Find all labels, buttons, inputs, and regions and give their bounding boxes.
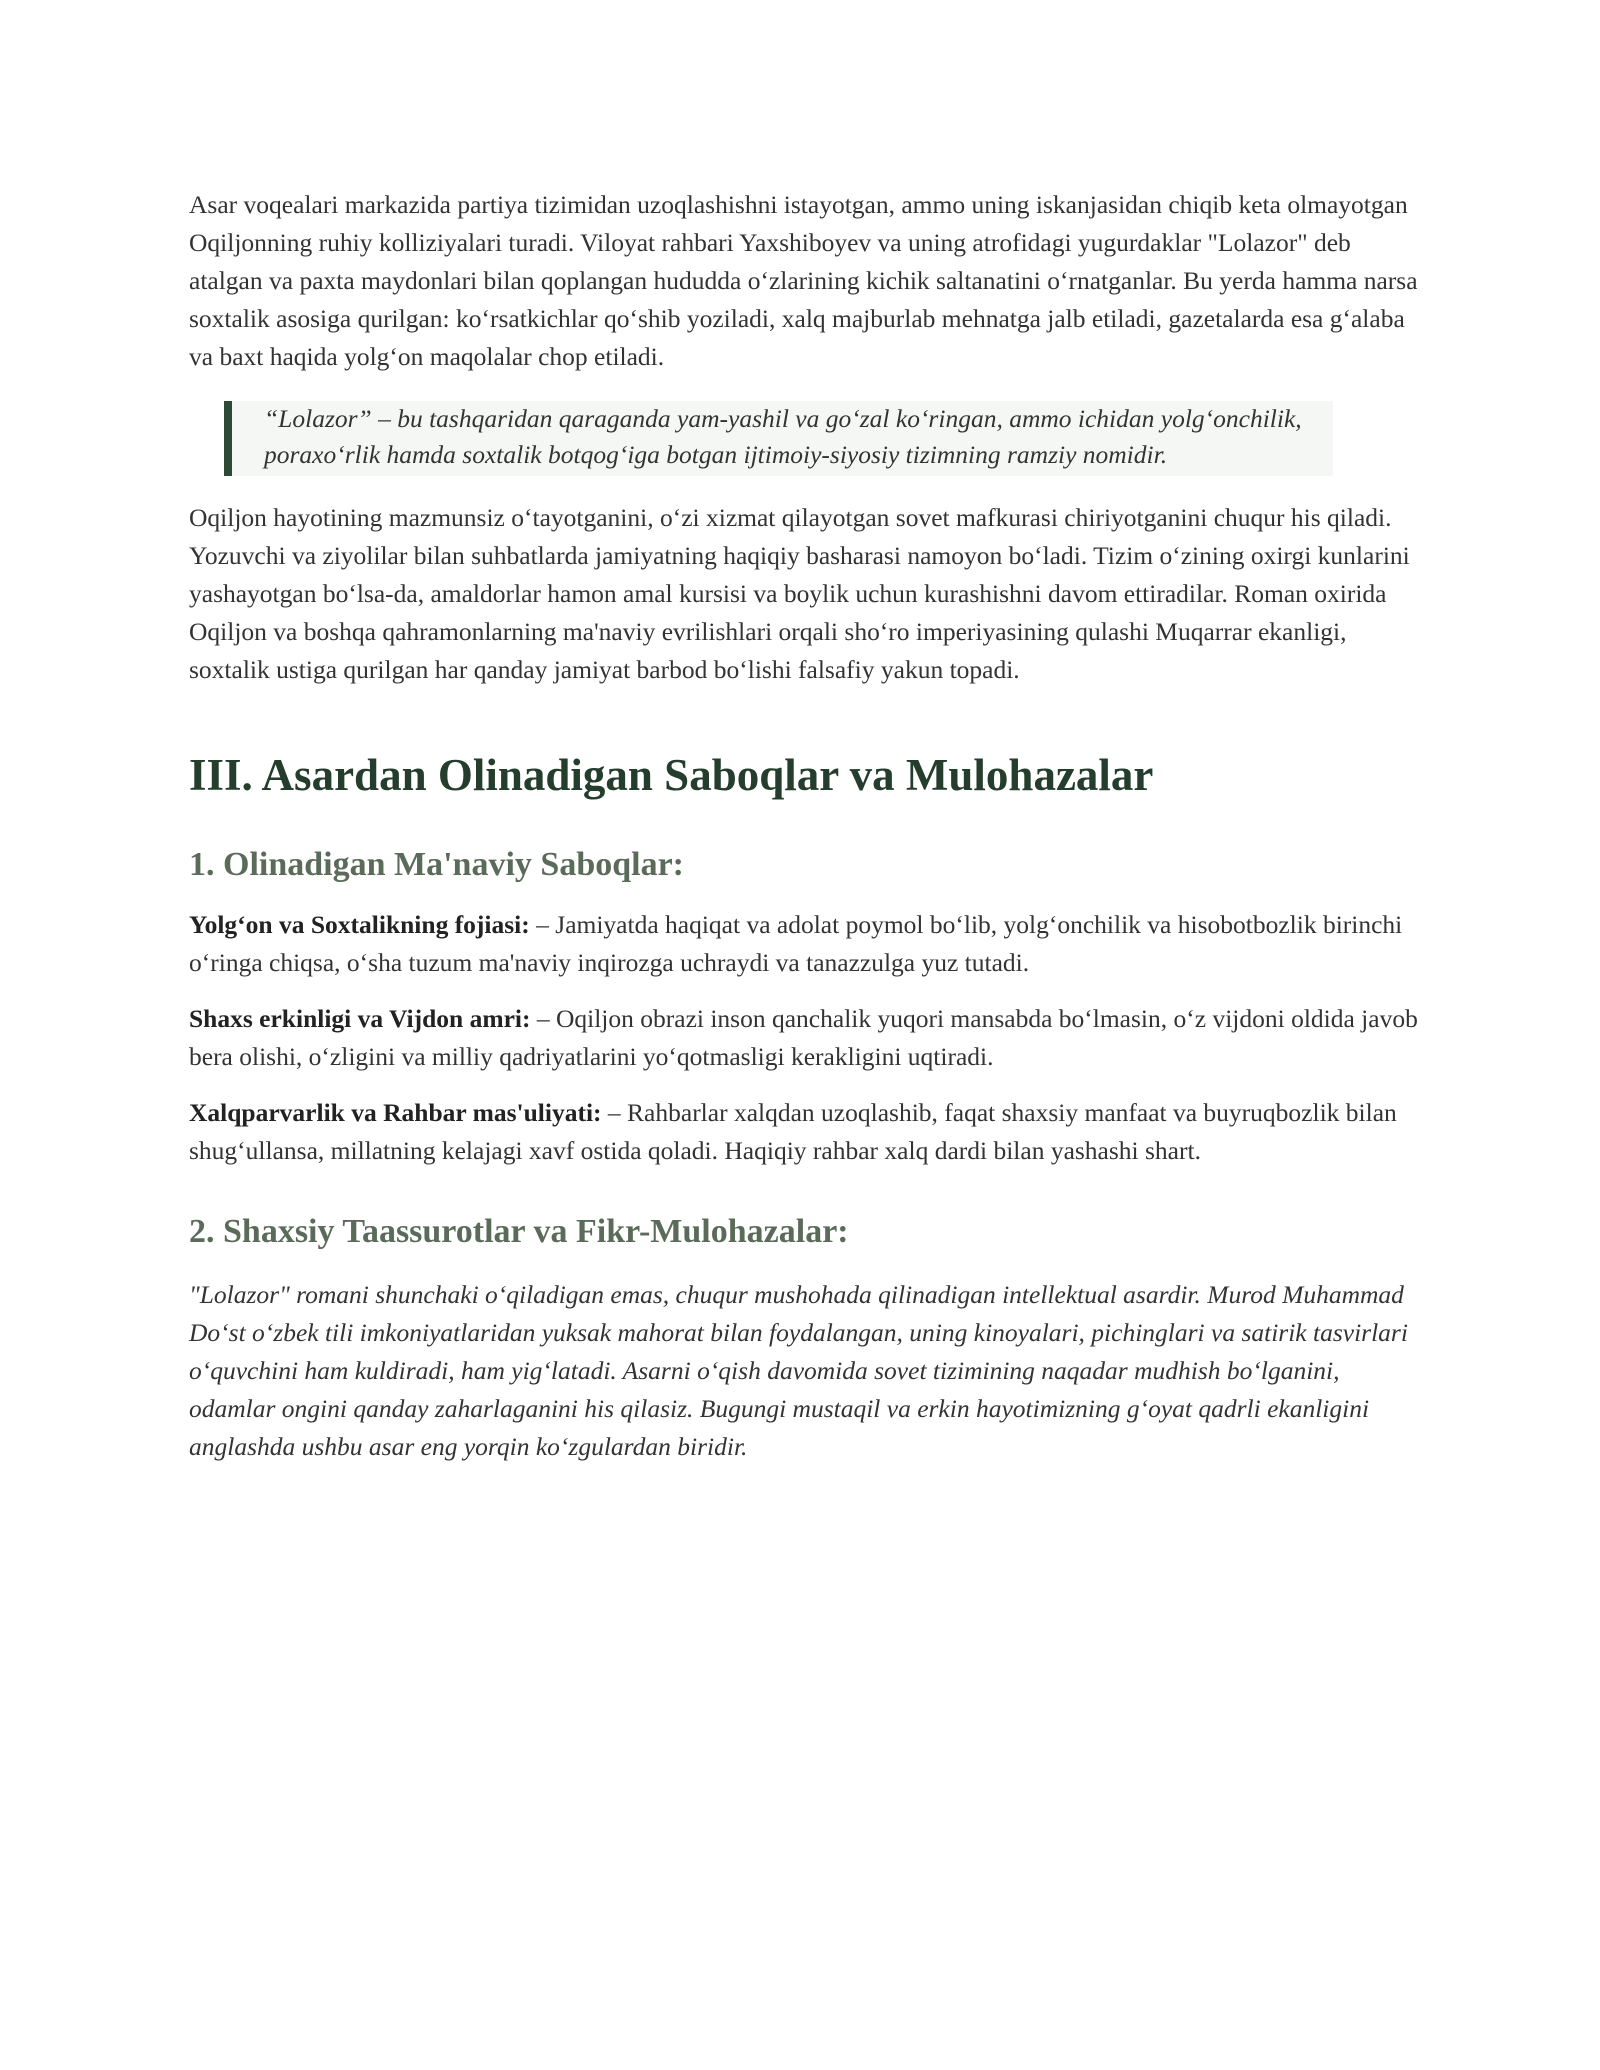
- subsection-1-title: 1. Olinadigan Ma'naviy Saboqlar:: [189, 846, 684, 883]
- lesson-text: – Jamiyatda haqiqat va adolat poymol bo‘lib, yolg‘onchilik va hisobotbozlik birinchi o‘ringa chiqsa, o‘sha tuzum ma'naviy inqirozga uchraydi va tanazzulga yuz tutadi.: [189, 910, 1403, 977]
- reflection-paragraph: "Lolazor" romani shunchaki o‘qiladigan emas, chuqur mushohada qilinadigan intellektual asardir. Murod Muhammad Do‘st o‘zbek tili imkoniyatlaridan yuksak mahorat bilan foydalangan, uning kinoyalari, pichinglari va satirik tasvirlari o‘quvchini ham kuldiradi, ham yig‘latadi. Asarni o‘qish davomida sovet tizimining naqadar mudhish bo‘lganini, odamlar ongini qanday zaharlaganini his qilasiz. Bugungi mustaqil va erkin hayotimizning g‘oyat qadrli ekanligini anglashda ushbu asar eng yorqin ko‘zgulardan biridir.: [189, 1280, 1408, 1461]
- second-paragraph: Oqiljon hayotining mazmunsiz o‘tayotganini, o‘zi xizmat qilayotgan sovet mafkurasi chiriyotganini chuqur his qiladi. Yozuvchi va ziyolilar bilan suhbatlarda jamiyatning haqiqiy basharasi namoyon bo‘ladi. Tizim o‘zining oxirgi kunlarini yashayotgan bo‘lsa-da, amaldorlar hamon amal kursisi va boylik uchun kurashishni davom ettiradilar. Roman oxirida Oqiljon va boshqa qahramonlarning ma'naviy evrilishlari orqali sho‘ro imperiyasining qulashi Muqarrar ekanligi, soxtalik ustiga qurilgan har qanday jamiyat barbod bo‘lishi falsafiy yakun topadi.: [189, 503, 1410, 684]
- lesson-item: [189, 1094, 1429, 1170]
- lesson-text: – Oqiljon obrazi inson qanchalik yuqori mansabda bo‘lmasin, o‘z vijdoni oldida javob bera olishi, o‘zligini va milliy qadriyatlarini yo‘qotmasligi kerakligini uqtiradi.: [189, 1004, 1418, 1071]
- document-page: [189, 186, 1429, 1466]
- lesson-term: Shaxs erkinligi va Vijdon amri:: [189, 1004, 531, 1033]
- lesson-item: [189, 1000, 1429, 1076]
- lesson-term: Yolg‘on va Soxtalikning fojiasi:: [189, 910, 530, 939]
- lesson-item: [189, 906, 1429, 982]
- lesson-term: Xalqparvarlik va Rahbar mas'uliyati:: [189, 1098, 602, 1127]
- blockquote: [224, 401, 1333, 476]
- intro-paragraph: Asar voqealari markazida partiya tizimidan uzoqlashishni istayotgan, ammo uning iskanjasidan chiqib keta olmayotgan Oqiljonning ruhiy kolliziyalari turadi. Viloyat rahbari Yaxshiboyev va uning atrofidagi yugurdaklar "Lolazor" deb atalgan va paxta maydonlari bilan qoplangan hududda o‘zlarining kichik saltanatini o‘rnatganlar. Bu yerda hamma narsa soxtalik asosiga qurilgan: ko‘rsatkichlar qo‘shib yoziladi, xalq majburlab mehnatga jalb etiladi, gazetalarda esa g‘alaba va baxt haqida yolg‘on maqolalar chop etiladi.: [189, 190, 1418, 371]
- lesson-text: – Rahbarlar xalqdan uzoqlashib, faqat shaxsiy manfaat va buyruqbozlik bilan shug‘ullansa, millatning kelajagi xavf ostida qoladi. Haqiqiy rahbar xalq dardi bilan yashashi shart.: [189, 1098, 1397, 1165]
- blockquote-text: “Lolazor” – bu tashqaridan qaraganda yam-yashil va go‘zal ko‘ringan, ammo ichidan yolg‘onchilik, poraxo‘rlik hamda soxtalik botqog‘iga botgan ijtimoiy-siyosiy tizimning ramziy nomidir.: [264, 404, 1302, 469]
- subsection-2-title: 2. Shaxsiy Taassurotlar va Fikr-Mulohazalar:: [189, 1213, 849, 1250]
- section-title: III. Asardan Olinadigan Saboqlar va Mulohazalar: [189, 750, 1154, 800]
